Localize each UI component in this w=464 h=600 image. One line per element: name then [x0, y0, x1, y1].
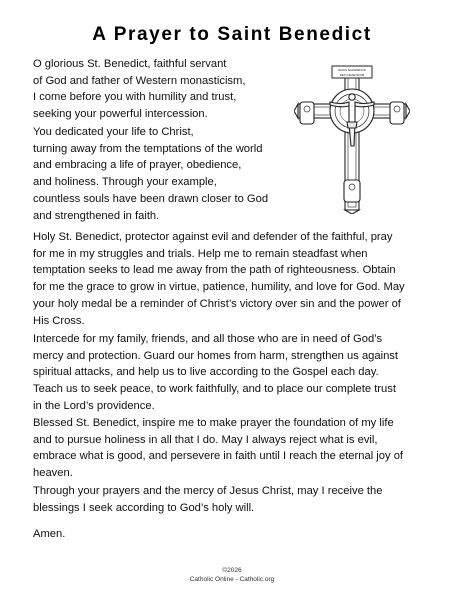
- prayer-stanza-4: [33, 331, 433, 415]
- prayer-stanza-5: [33, 415, 433, 482]
- page-title: A Prayer to Saint Benedict: [92, 24, 372, 45]
- text-line: His Cross.: [33, 314, 85, 327]
- crucifix-illustration: [294, 64, 410, 214]
- text-line: heaven.: [33, 467, 73, 480]
- text-line: and holiness. Through your example,: [33, 176, 217, 189]
- text-line: Intercede for my family, friends, and all those who are in need of God’s: [33, 333, 383, 345]
- text-line: You dedicated your life to Christ,: [33, 126, 194, 138]
- text-line: Blessed St. Benedict, inspire me to make prayer the foundation of my life: [33, 417, 394, 429]
- text-line: seeking your powerful intercession.: [33, 108, 208, 121]
- text-line: spiritual attacks, and help us to live according to the Gospel each day.: [33, 366, 379, 379]
- footer: [0, 566, 464, 584]
- text-line: mercy and protection. Guard our homes from harm, strengthen us against: [33, 349, 399, 362]
- text-line: Through your prayers and the mercy of Jesus Christ, may I receive the: [33, 485, 383, 497]
- site-credit: Catholic Online - Catholic.org: [189, 576, 275, 583]
- prayer-stanza-1: [33, 56, 245, 123]
- prayer-stanza-2: [33, 124, 268, 224]
- text-line: and to pursue holiness in all that I do. May I always reject what is evil,: [33, 433, 378, 446]
- text-line: in the Lord’s providence.: [33, 399, 155, 412]
- prayer-closing: [33, 526, 65, 543]
- text-line: Holy St. Benedict, protector against evil and defender of the faithful, pray: [33, 231, 393, 243]
- text-line: for me in my struggles and trials. Help me to remain steadfast when: [33, 247, 368, 260]
- plaque-line-2: REX IUDAEORUM: [339, 72, 365, 77]
- text-line: of God and father of Western monasticism,: [33, 74, 246, 87]
- text-line: temptation seeks to lead me away from the path of righteousness. Obtain: [33, 264, 396, 277]
- text-line: blessings I seek according to God’s holy will.: [33, 501, 255, 514]
- prayer-stanza-6: [33, 483, 433, 516]
- text-line: and embracing a life of prayer, obedience,: [33, 159, 242, 172]
- closing-text: Amen.: [33, 528, 66, 540]
- text-line: embrace what is good, and persevere in faith until I reach the eternal joy of: [33, 450, 404, 463]
- plaque-line-1: IESUS NAZARENUS: [338, 68, 366, 73]
- copyright-text: ©2026: [222, 567, 242, 574]
- text-line: turning away from the temptations of the world: [33, 142, 263, 155]
- text-line: and strengthened in faith.: [33, 209, 160, 222]
- text-line: for me the grace to grow in virtue, patience, humility, and love for God. May: [33, 281, 405, 294]
- prayer-stanza-3: [33, 229, 433, 329]
- text-line: Teach us to seek peace, to work faithfully, and to place our complete trust: [33, 383, 396, 396]
- text-line: countless souls have been drawn closer to God: [33, 192, 269, 205]
- text-line: your holy medal be a reminder of Christ’s victory over sin and the power of: [33, 297, 401, 310]
- text-line: O glorious St. Benedict, faithful servant: [33, 58, 227, 70]
- text-line: I come before you with humility and trust,: [33, 91, 237, 104]
